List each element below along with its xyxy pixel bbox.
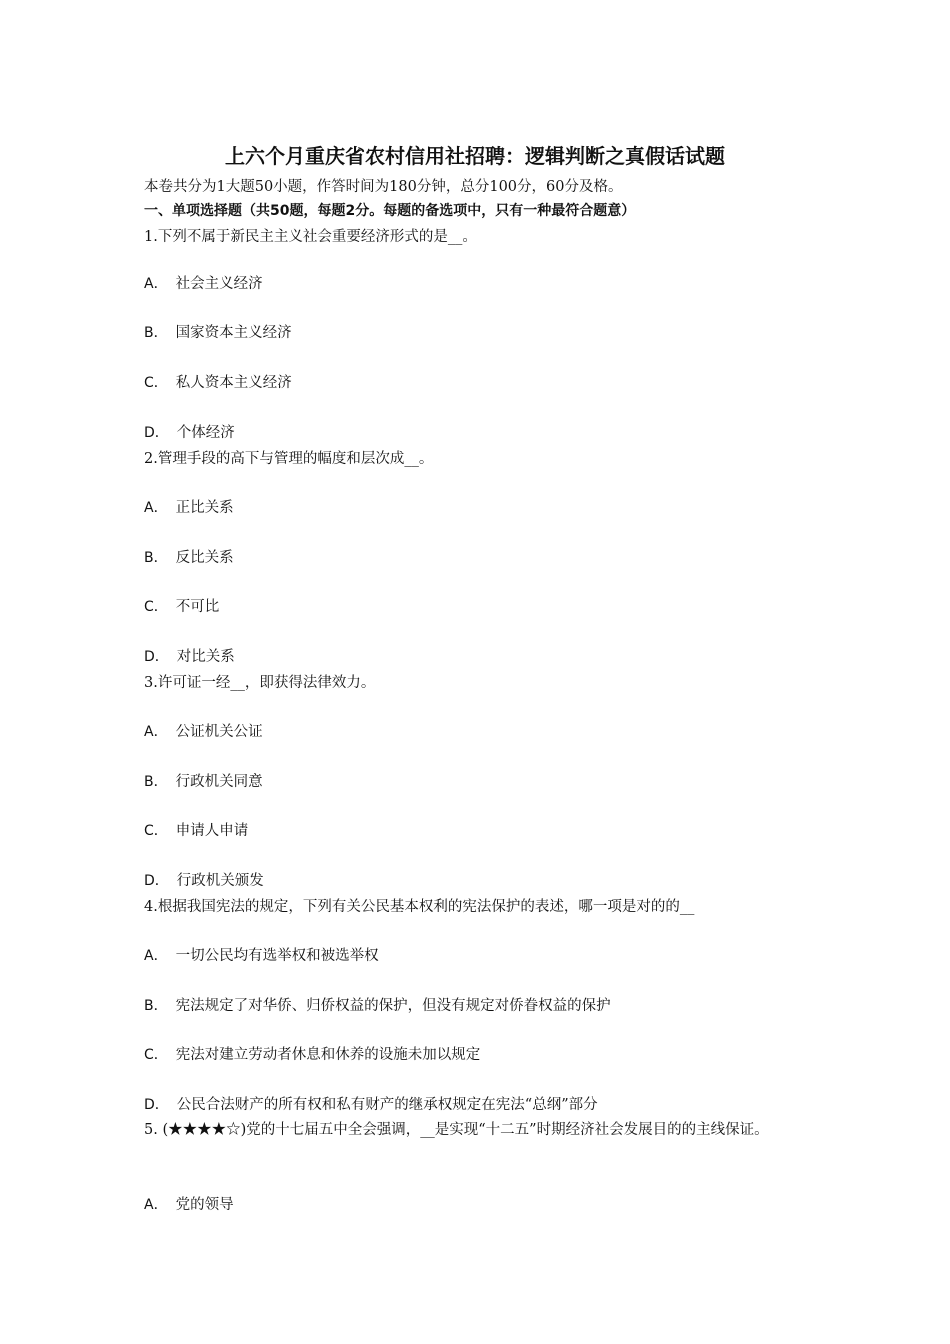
option-letter: C． <box>144 1047 168 1063</box>
question-2-option-b <box>144 547 234 569</box>
question-3-option-a <box>144 721 263 743</box>
option-text: 国家资本主义经济 <box>175 325 292 341</box>
question-4-stem: 4.根据我国宪法的规定，下列有关公民基本权利的宪法保护的表述，哪一项是对的的__ <box>144 899 695 915</box>
question-4-option-a <box>144 945 379 967</box>
question-1-option-c <box>144 372 292 394</box>
option-text: 正比关系 <box>175 500 234 516</box>
option-text: 反比关系 <box>175 550 234 566</box>
exam-intro: 本卷共分为1大题50小题，作答时间为180分钟，总分100分，60分及格。 <box>144 179 623 195</box>
question-5-option-a <box>144 1194 234 1216</box>
section-heading: 一、单项选择题（共50题，每题2分。每题的备选项中，只有一种最符合题意） <box>144 203 636 219</box>
option-letter: D． <box>144 425 169 441</box>
option-text: 行政机关同意 <box>175 774 263 790</box>
option-text: 宪法规定了对华侨、归侨权益的保护，但没有规定对侨眷权益的保护 <box>175 998 611 1014</box>
option-letter: B． <box>144 325 168 341</box>
option-text: 公证机关公证 <box>175 724 263 740</box>
option-text: 党的领导 <box>175 1197 234 1213</box>
option-text: 对比关系 <box>176 649 235 665</box>
option-letter: A． <box>144 1197 168 1213</box>
question-1-option-a <box>144 273 263 295</box>
option-text: 个体经济 <box>176 425 235 441</box>
option-text: 行政机关颁发 <box>176 873 264 889</box>
option-text: 申请人申请 <box>175 823 249 839</box>
option-letter: D． <box>144 873 169 889</box>
question-3-option-d <box>144 870 264 892</box>
option-letter: D． <box>144 649 169 665</box>
question-3-option-b <box>144 771 263 793</box>
question-2-option-d <box>144 646 235 668</box>
option-text: 一切公民均有选举权和被选举权 <box>175 948 379 964</box>
option-text: 社会主义经济 <box>175 276 263 292</box>
option-letter: C． <box>144 375 168 391</box>
option-text: 不可比 <box>175 599 220 615</box>
option-letter: D． <box>144 1097 169 1113</box>
option-letter: C． <box>144 599 168 615</box>
option-text: 宪法对建立劳动者休息和休养的设施未加以规定 <box>175 1047 481 1063</box>
option-letter: A． <box>144 724 168 740</box>
question-2-option-c <box>144 596 219 618</box>
question-5-stem: 5. (★★★★☆)党的十七届五中全会强调，__是实现“十二五”时期经济社会发展目的的主线保证。 <box>144 1122 769 1138</box>
question-1-option-b <box>144 322 292 344</box>
question-1-option-d <box>144 422 235 444</box>
option-text: 私人资本主义经济 <box>175 375 292 391</box>
option-letter: A． <box>144 276 168 292</box>
option-letter: A． <box>144 948 168 964</box>
option-letter: B． <box>144 998 168 1014</box>
option-text: 公民合法财产的所有权和私有财产的继承权规定在宪法“总纲”部分 <box>176 1097 598 1113</box>
option-letter: B． <box>144 774 168 790</box>
document-title: 上六个月重庆省农村信用社招聘：逻辑判断之真假话试题 <box>225 144 725 168</box>
question-2-option-a <box>144 497 234 519</box>
option-letter: A． <box>144 500 168 516</box>
question-4-option-d <box>144 1094 598 1116</box>
question-1-stem: 1.下列不属于新民主主义社会重要经济形式的是__。 <box>144 229 477 245</box>
option-letter: C． <box>144 823 168 839</box>
question-2-stem: 2.管理手段的高下与管理的幅度和层次成__。 <box>144 451 434 467</box>
question-3-option-c <box>144 820 248 842</box>
question-4-option-c <box>144 1044 480 1066</box>
option-letter: B． <box>144 550 168 566</box>
question-4-option-b <box>144 995 611 1017</box>
question-3-stem: 3.许可证一经__，即获得法律效力。 <box>144 675 376 691</box>
